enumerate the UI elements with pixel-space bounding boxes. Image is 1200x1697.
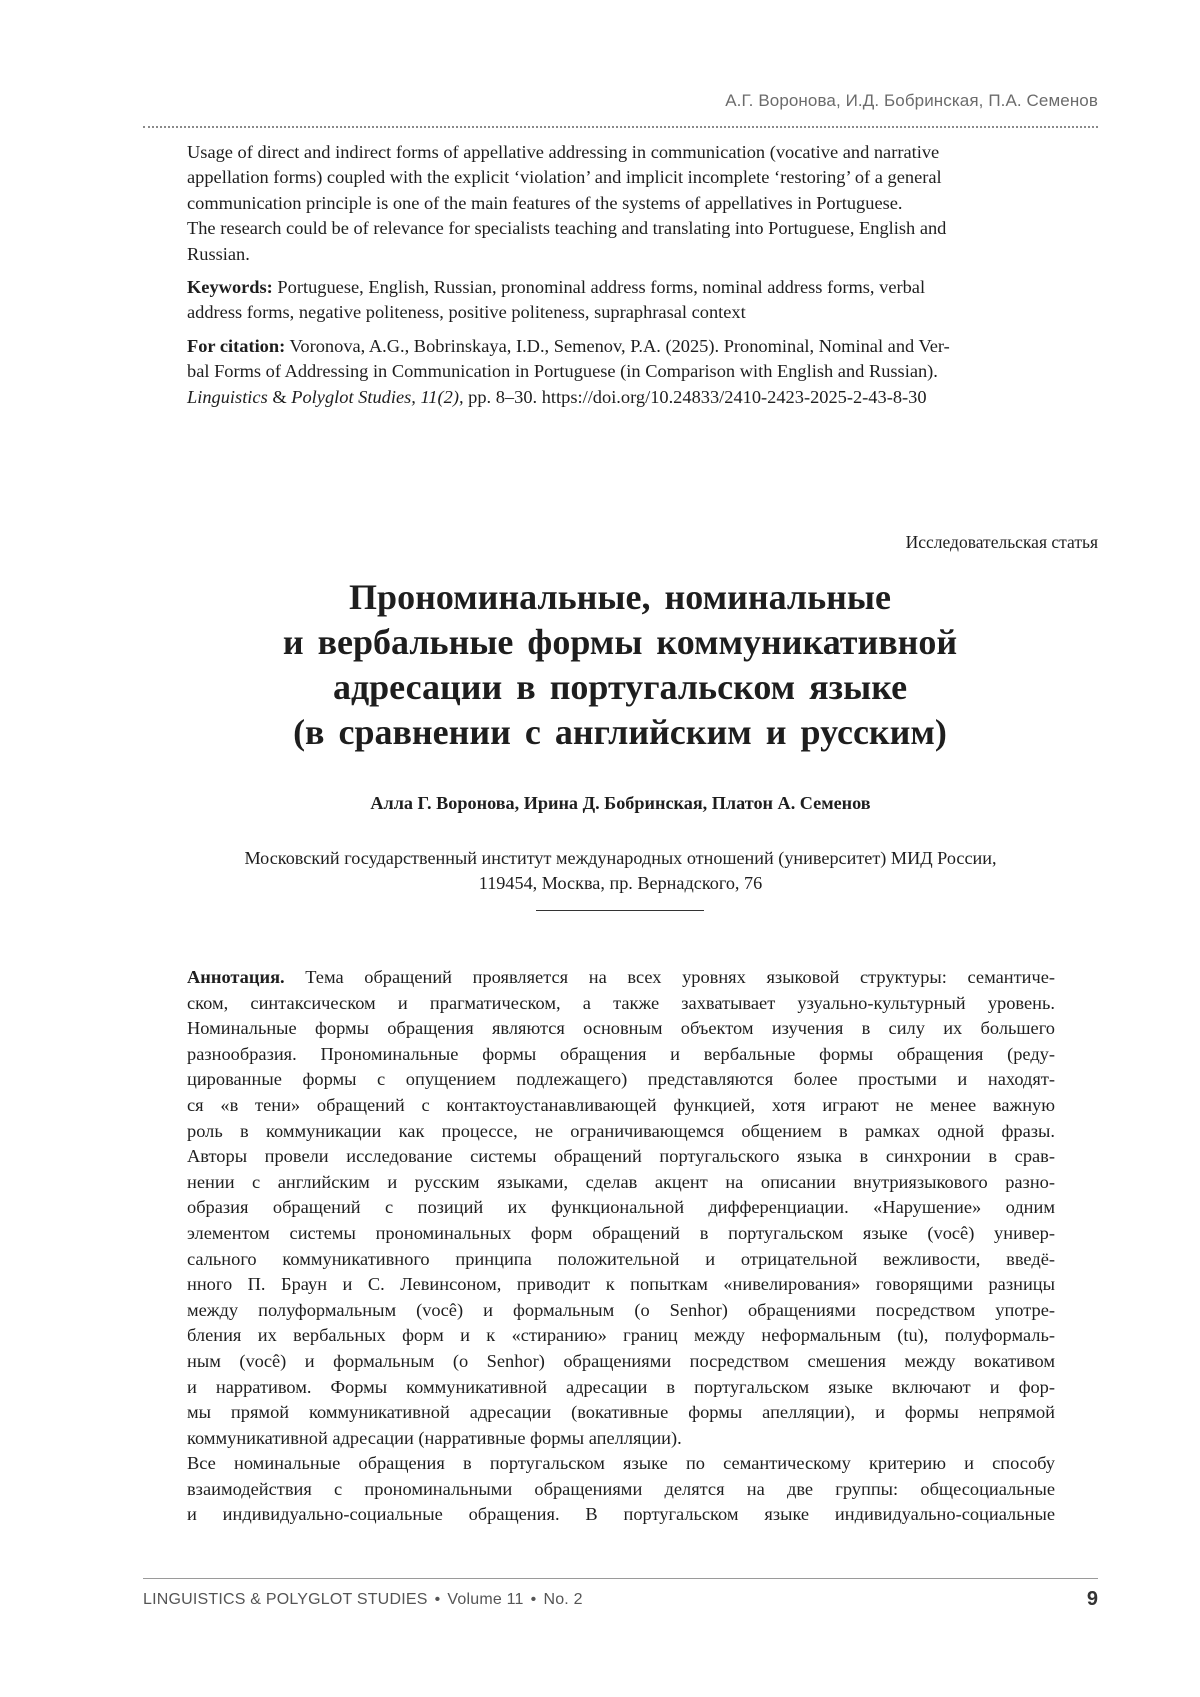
en-line: Russian. [187, 243, 250, 264]
abstract-line: коммуникативной адресации (нарративные формы апелляции). [187, 1427, 682, 1448]
article-type: Исследовательская статья [905, 532, 1098, 552]
abstract-line: сального коммуникативного принципа положительной и отрицательной вежливости, введё- [187, 1248, 1055, 1269]
citation-journal-volume: Polyglot Studies, 11(2), [291, 386, 464, 407]
title-line: Прономинальные, номинальные [349, 577, 891, 617]
authors: Алла Г. Воронова, Ирина Д. Бобринская, Платон А. Семенов [370, 793, 871, 813]
abstract-line: роль в коммуникации как процессе, не ограничивающемся общением в рамках одной фразы. [187, 1120, 1055, 1141]
abstract-line: ском, синтаксическом и прагматическом, а также захватывает узуально-культурный уровень. [187, 992, 1055, 1013]
citation [187, 334, 1055, 410]
en-line: Usage of direct and indirect forms of appellative addressing in communication (vocative and narrative [187, 142, 940, 162]
abstract-line: мы прямой коммуникативной адресации (вокативные формы апелляции), и формы непрямой [187, 1402, 1055, 1423]
abstract-line: элементом системы прономинальных форм обращений в португальском языке (você) универ- [187, 1222, 1055, 1243]
bullet-separator: • [530, 1591, 537, 1608]
en-line: communication principle is one of the main features of the systems of appellatives in Portuguese. [187, 192, 903, 213]
citation-line: bal Forms of Addressing in Communication in Portuguese (in Comparison with English and Russian). [187, 361, 938, 382]
abstract-line: разнообразия. Прономинальные формы обращения и вербальные формы обращения (реду- [187, 1043, 1055, 1064]
keywords-label: Keywords: [187, 277, 273, 298]
abstract-line: Авторы провели исследование системы обращений португальского языка в синхронии в срав- [187, 1146, 1055, 1167]
keywords-line: address forms, negative politeness, positive politeness, supraphrasal context [187, 302, 746, 323]
abstract-line: и индивидуально-социальные обращения. В португальском языке индивидуально-социальные [187, 1504, 1055, 1525]
abstract-line: и нарративом. Формы коммуникативной адресации в португальском языке включают и фор- [187, 1376, 1055, 1397]
abstract-line: взаимодействия с прономинальными обращениями делятся на две группы: общесоциальные [187, 1478, 1055, 1499]
issue: No. 2 [543, 1591, 583, 1608]
affiliation-line: Московский государственный институт международных отношений (университет) МИД России, [244, 848, 997, 868]
affiliation-address: 119454, Москва, пр. Вернадского, 76 [478, 873, 763, 893]
affiliation [143, 846, 1098, 896]
en-line: The research could be of relevance for specialists teaching and translating into Portuguese, English and [187, 218, 947, 239]
abstract-line: нении с английским и русским языками, сделав акцент на описании внутриязыкового разно- [187, 1171, 1055, 1192]
abstract-line: Все номинальные обращения в португальском языке по семантическому критерию и способу [187, 1453, 1055, 1474]
abstract-line: ся «в тени» обращений с контактоустанавливающей функцией, хотя играют не менее важную [187, 1094, 1055, 1115]
title-line: (в сравнении с английским и русским) [293, 712, 947, 752]
abstract-line: нного П. Браун и С. Левинсоном, приводит к попыткам «нивелирования» говорящими разницы [187, 1274, 1055, 1295]
keywords-line: Portuguese, English, Russian, pronominal address forms, nominal address forms, verbal [272, 277, 926, 298]
title-line: адресации в португальском языке [332, 667, 908, 707]
journal-footer [143, 1591, 583, 1609]
article-title [150, 575, 1090, 755]
russian-abstract [187, 965, 1055, 1528]
en-line: appellation forms) coupled with the explicit ‘violation’ and implicit incomplete ‘restoring’ of a general [187, 167, 942, 188]
abstract-line: между полуформальным (você) и формальным (o Senhor) обращениями посредством употре- [187, 1299, 1055, 1320]
footer-rule [143, 1578, 1098, 1579]
abstract-line: цированные формы с опущением подлежащего) представляются более простыми и находят- [187, 1069, 1055, 1090]
abstract-line: ным (você) и формальным (o Senhor) обращениями посредством смешения между вокативом [187, 1350, 1055, 1371]
abstract-line: Аннотация. Тема обращений проявляется на всех уровнях языковой структуры: семантиче- [187, 967, 1055, 987]
keywords [187, 275, 1055, 326]
citation-doi: pp. 8–30. https://doi.org/10.24833/2410-2423-2025-2-43-8-30 [463, 386, 927, 407]
citation-label: For citation: [187, 335, 286, 356]
bullet-separator: • [434, 1591, 441, 1608]
page-number: 9 [1086, 1588, 1098, 1610]
header-dotted-rule [143, 126, 1098, 128]
volume: Volume 11 [447, 1591, 524, 1608]
abstract-line: образия обращений с позиций их функциональной дифференциации. «Нарушение» одним [187, 1197, 1055, 1218]
running-header: А.Г. Воронова, И.Д. Бобринская, П.А. Семенов [725, 91, 1098, 110]
title-line: и вербальные формы коммуникативной [282, 622, 958, 662]
abstract-line: Номинальные формы обращения являются основным объектом изучения в силу их большего [187, 1018, 1055, 1039]
english-abstract [187, 140, 1055, 410]
abstract-label: Аннотация. [187, 967, 285, 987]
citation-line: Voronova, A.G., Bobrinskaya, I.D., Semenov, P.A. (2025). Pronominal, Nominal and Ver- [285, 335, 950, 356]
journal-name: LINGUISTICS & POLYGLOT STUDIES [143, 1591, 428, 1608]
affiliation-divider [536, 910, 704, 911]
citation-amp: & [267, 386, 292, 407]
english-abstract-text [187, 140, 1055, 267]
abstract-line: бления их вербальных форм и к «стиранию» границ между неформальным (tu), полуформаль- [187, 1325, 1055, 1346]
citation-journal: Linguistics [187, 386, 268, 407]
